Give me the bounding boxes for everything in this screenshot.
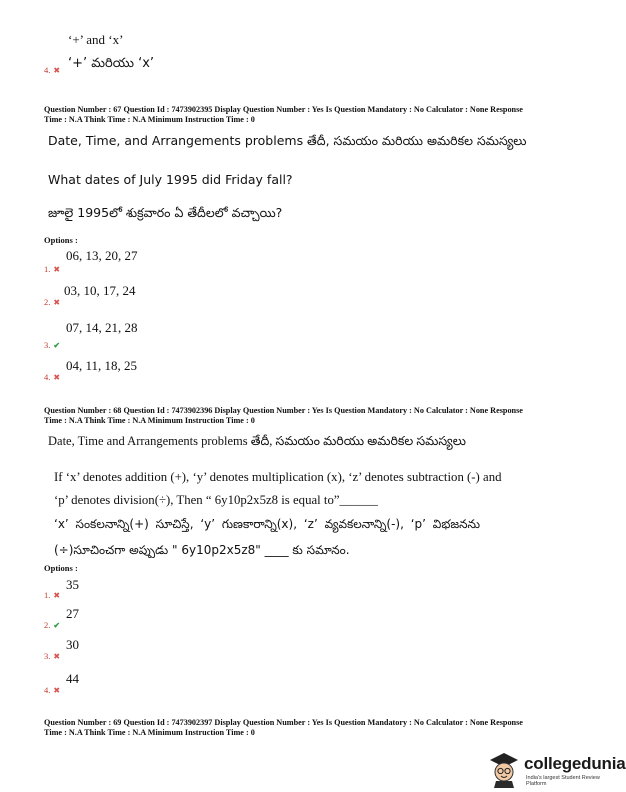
cross-icon: ✖ — [53, 591, 61, 600]
option-number: 2. — [44, 297, 51, 307]
question-topic: Date, Time and Arrangements problems తేదీ, సమయం మరియు అమరికల సమస్యలు — [48, 434, 466, 448]
meta-line: Time : N.A Think Time : N.A Minimum Instruction Time : 0 — [44, 416, 255, 425]
option-marker — [44, 292, 60, 310]
option-text: 27 — [66, 606, 79, 621]
option-text: 07, 14, 21, 28 — [66, 320, 138, 335]
option-number: 4. — [44, 65, 51, 75]
prev-option-text-en: ‘+’ and ‘x’ — [68, 32, 124, 47]
check-icon: ✔ — [53, 341, 61, 350]
question-text-en: If ‘x’ denotes addition (+), ‘y’ denotes multiplication (x), ‘z’ denotes subtraction (-) and — [54, 470, 502, 484]
cross-icon: ✖ — [53, 686, 61, 695]
cross-icon: ✖ — [53, 298, 61, 307]
option-number: 3. — [44, 340, 51, 350]
option-marker — [44, 259, 60, 277]
meta-line: Question Number : 69 Question Id : 7473902397 Display Question Number : Yes Is Question Mandatory : No Calculator : None Response — [44, 718, 523, 727]
question-topic: Date, Time, and Arrangements problems తేదీ, సమయం మరియు అమరికల సమస్యలు — [48, 133, 527, 148]
option-text: 06, 13, 20, 27 — [66, 248, 138, 263]
question-text-te: జూలై 1995లో శుక్రవారం ఏ తేదీలలో వచ్చాయి? — [48, 205, 283, 220]
cross-icon: ✖ — [53, 652, 61, 661]
question-meta — [44, 718, 574, 738]
prev-option-text-te: ‘+’ మరియు ‘x’ — [68, 56, 155, 71]
option-text: 44 — [66, 671, 79, 686]
option-marker — [44, 367, 60, 385]
cross-icon: ✖ — [53, 265, 61, 274]
option-marker — [44, 615, 60, 633]
option-number: 4. — [44, 372, 51, 382]
check-icon: ✔ — [53, 621, 61, 630]
option-text: 04, 11, 18, 25 — [66, 358, 138, 373]
prev-option-4 — [44, 60, 60, 78]
option-number: 3. — [44, 651, 51, 661]
option-marker — [44, 646, 60, 664]
question-text-en: What dates of July 1995 did Friday fall? — [48, 172, 293, 187]
meta-line: Question Number : 68 Question Id : 7473902396 Display Question Number : Yes Is Question Mandatory : No Calculator : None Response — [44, 406, 523, 415]
option-marker — [44, 335, 60, 353]
option-text: 30 — [66, 637, 79, 652]
meta-line: Time : N.A Think Time : N.A Minimum Instruction Time : 0 — [44, 115, 255, 124]
option-number: 2. — [44, 620, 51, 630]
logo-tagline: India's largest Student Review Platform — [526, 775, 600, 787]
option-text: 35 — [66, 577, 79, 592]
mascot-icon — [486, 748, 522, 788]
question-text-en: ‘p’ denotes division(÷), Then “ 6y10p2x5z8 is equal to”______ — [54, 493, 378, 507]
option-marker — [44, 680, 60, 698]
option-text: 03, 10, 17, 24 — [64, 283, 136, 298]
option-number: 4. — [44, 685, 51, 695]
option-number: 1. — [44, 264, 51, 274]
question-meta — [44, 406, 574, 426]
question-meta — [44, 105, 574, 125]
meta-line: Question Number : 67 Question Id : 7473902395 Display Question Number : Yes Is Question Mandatory : No Calculator : None Response — [44, 105, 523, 114]
options-label: Options : — [44, 563, 78, 573]
options-label: Options : — [44, 235, 78, 245]
option-marker — [44, 585, 60, 603]
question-text-te: (÷)సూచించగా అప్పుడు " 6y10p2x5z8" ____ కు సమానం. — [54, 543, 350, 557]
logo-name: collegedunia — [524, 754, 626, 773]
question-text-te: ‘x’ సంకలనాన్ని(+) సూచిస్తే, ‘y’ గుణకారాన్ని(x), ‘z’ వ్యవకలనాన్ని(-), ‘p’ విభజనను — [54, 517, 481, 531]
cross-icon: ✖ — [53, 66, 61, 75]
meta-line: Time : N.A Think Time : N.A Minimum Instruction Time : 0 — [44, 728, 255, 737]
collegedunia-logo — [486, 748, 626, 788]
option-number: 1. — [44, 590, 51, 600]
cross-icon: ✖ — [53, 373, 61, 382]
